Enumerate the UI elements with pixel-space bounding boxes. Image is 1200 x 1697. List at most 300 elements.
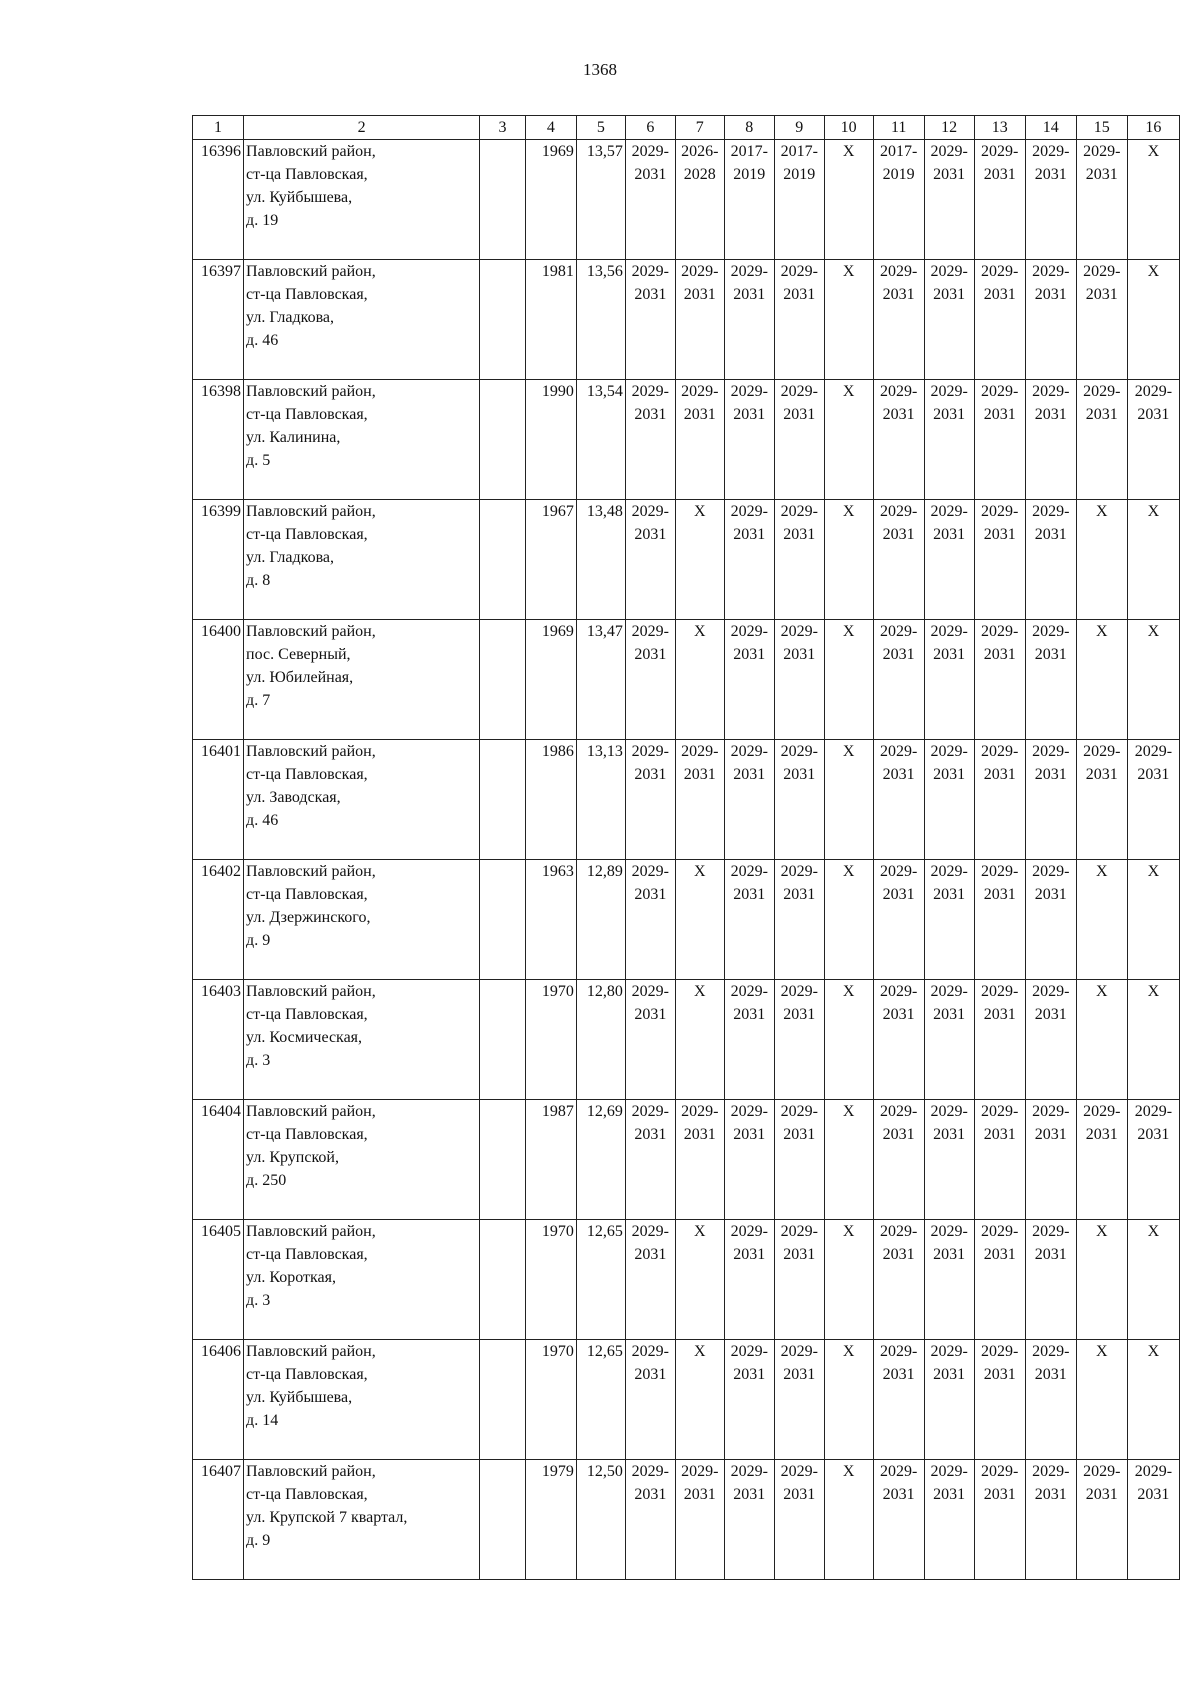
period-cell-col-14 — [1025, 1100, 1076, 1220]
period-cell-col-13 — [974, 1460, 1025, 1580]
period-text: 2031 — [683, 406, 716, 423]
table-row — [193, 500, 1180, 620]
row-number: 16402 — [193, 860, 244, 980]
period-text: 2031 — [783, 1246, 816, 1263]
period-text: 2031 — [882, 286, 915, 303]
period-text: 2029- — [981, 1223, 1019, 1240]
period-cell-col-11 — [873, 1220, 924, 1340]
period-text: 2019 — [783, 166, 816, 183]
period-text: 2029- — [1083, 1103, 1121, 1120]
period-text: 2029- — [780, 1103, 818, 1120]
period-text: 2031 — [683, 286, 716, 303]
period-text: 2031 — [1137, 766, 1170, 783]
period-text: 2031 — [1085, 1486, 1118, 1503]
period-text: Х — [1147, 143, 1160, 160]
period-cell-col-15 — [1076, 980, 1127, 1100]
row-number: 16403 — [193, 980, 244, 1100]
period-text: Х — [842, 623, 855, 640]
period-text: 2031 — [733, 406, 766, 423]
period-cell-col-15 — [1076, 500, 1127, 620]
period-text: 2031 — [983, 646, 1016, 663]
period-cell-col-6 — [625, 860, 675, 980]
period-text: 2031 — [783, 1006, 816, 1023]
period-text: 2029- — [631, 863, 669, 880]
period-text: Х — [694, 623, 706, 640]
table-body — [193, 140, 1180, 1580]
address-line: ул. Куйбышева, — [246, 189, 353, 206]
period-cell-col-8 — [724, 140, 774, 260]
period-text: 2029- — [880, 383, 918, 400]
period-text: 2031 — [1137, 406, 1170, 423]
period-text: 2031 — [933, 1486, 966, 1503]
period-text: 2029- — [780, 263, 818, 280]
period-cell-col-14 — [1025, 860, 1076, 980]
address-line: ст-ца Павловская, — [246, 286, 368, 303]
column-3-cell — [480, 1100, 526, 1220]
address-line: ст-ца Павловская, — [246, 1366, 368, 1383]
period-text: 2029- — [1032, 623, 1070, 640]
period-text: Х — [694, 863, 706, 880]
period-text: 2031 — [634, 646, 667, 663]
column-3-cell — [480, 620, 526, 740]
period-cell-col-13 — [974, 860, 1025, 980]
period-text: 2029- — [930, 743, 968, 760]
period-cell-col-12 — [924, 1340, 974, 1460]
period-text: 2029- — [981, 863, 1019, 880]
period-text: 2029- — [1083, 263, 1121, 280]
period-text: 2031 — [933, 1126, 966, 1143]
period-text: 2031 — [683, 766, 716, 783]
address-line: Павловский район, — [246, 863, 376, 880]
period-text: 2031 — [933, 526, 966, 543]
period-text: 2031 — [983, 526, 1016, 543]
address-line: ст-ца Павловская, — [246, 1246, 368, 1263]
period-text: 2031 — [634, 286, 667, 303]
column-header-16: 16 — [1127, 116, 1179, 140]
period-text: 2029- — [780, 743, 818, 760]
period-text: 2031 — [733, 766, 766, 783]
period-cell-col-6 — [625, 1100, 675, 1220]
period-text: 2029- — [880, 263, 918, 280]
period-cell-col-13 — [974, 620, 1025, 740]
period-text: 2029- — [730, 863, 768, 880]
address-line: ст-ца Павловская, — [246, 1486, 368, 1503]
period-text: 2031 — [733, 646, 766, 663]
value-cell: 13,54 — [576, 380, 625, 500]
address-line: д. 7 — [246, 692, 271, 709]
period-text: Х — [694, 1223, 706, 1240]
period-text: 2029- — [1032, 983, 1070, 1000]
period-text: 2031 — [634, 1006, 667, 1023]
period-text: 2029- — [981, 1103, 1019, 1120]
period-cell-col-9 — [774, 260, 824, 380]
address-line: ст-ца Павловская, — [246, 1006, 368, 1023]
period-cell-col-10 — [824, 260, 873, 380]
period-cell-col-7 — [675, 1460, 724, 1580]
column-3-cell — [480, 260, 526, 380]
period-text: 2031 — [733, 1486, 766, 1503]
row-number: 16396 — [193, 140, 244, 260]
table-row — [193, 620, 1180, 740]
address-line: ст-ца Павловская, — [246, 886, 368, 903]
table-row — [193, 380, 1180, 500]
period-cell-col-12 — [924, 980, 974, 1100]
column-3-cell — [480, 740, 526, 860]
column-3-cell — [480, 1460, 526, 1580]
period-text: 2017- — [880, 143, 918, 160]
period-text: 2031 — [783, 526, 816, 543]
period-cell-col-9 — [774, 860, 824, 980]
period-cell-col-15 — [1076, 1340, 1127, 1460]
period-text: 2031 — [733, 886, 766, 903]
period-cell-col-7 — [675, 1220, 724, 1340]
period-text: 2029- — [681, 743, 719, 760]
year-cell: 1969 — [525, 140, 576, 260]
period-text: Х — [842, 1223, 855, 1240]
period-text: 2029- — [930, 863, 968, 880]
row-number: 16397 — [193, 260, 244, 380]
period-text: 2029- — [780, 983, 818, 1000]
period-text: 2029- — [1032, 503, 1070, 520]
period-text: 2031 — [882, 646, 915, 663]
period-text: 2031 — [1034, 286, 1067, 303]
period-text: Х — [1096, 503, 1108, 520]
period-cell-col-8 — [724, 1340, 774, 1460]
period-text: 2029- — [1032, 383, 1070, 400]
period-text: 2029- — [730, 623, 768, 640]
period-cell-col-7 — [675, 260, 724, 380]
row-number: 16401 — [193, 740, 244, 860]
period-cell-col-7 — [675, 140, 724, 260]
address-line: д. 8 — [246, 572, 271, 589]
period-text: 2029- — [730, 1343, 768, 1360]
period-text: 2031 — [933, 1246, 966, 1263]
period-cell-col-14 — [1025, 1460, 1076, 1580]
period-cell-col-13 — [974, 1100, 1025, 1220]
address-line: ул. Гладкова, — [246, 309, 335, 326]
period-cell-col-8 — [724, 620, 774, 740]
column-header-15: 15 — [1076, 116, 1127, 140]
address-line: д. 46 — [246, 812, 279, 829]
address-line: д. 3 — [246, 1052, 271, 1069]
period-cell-col-9 — [774, 140, 824, 260]
period-text: 2029- — [930, 503, 968, 520]
row-number: 16400 — [193, 620, 244, 740]
period-text: 2031 — [983, 406, 1016, 423]
period-text: 2031 — [882, 1006, 915, 1023]
period-cell-col-9 — [774, 1340, 824, 1460]
period-text: 2029- — [631, 1103, 669, 1120]
period-text: 2031 — [983, 1486, 1016, 1503]
period-text: Х — [842, 1463, 855, 1480]
period-text: 2029- — [631, 1343, 669, 1360]
period-text: 2029- — [1032, 1223, 1070, 1240]
address-line: ул. Заводская, — [246, 789, 341, 806]
period-cell-col-7 — [675, 1340, 724, 1460]
period-cell-col-16 — [1127, 1460, 1179, 1580]
period-text: 2029- — [631, 503, 669, 520]
period-text: 2031 — [882, 1126, 915, 1143]
year-cell: 1970 — [525, 980, 576, 1100]
period-text: 2031 — [634, 406, 667, 423]
period-cell-col-15 — [1076, 740, 1127, 860]
period-text: 2029- — [1032, 143, 1070, 160]
period-text: 2031 — [783, 406, 816, 423]
period-text: 2029- — [880, 503, 918, 520]
period-text: Х — [1147, 983, 1160, 1000]
period-text: 2029- — [981, 503, 1019, 520]
period-text: 2029- — [730, 383, 768, 400]
table-row — [193, 860, 1180, 980]
period-text: 2031 — [933, 646, 966, 663]
period-text: 2031 — [783, 766, 816, 783]
period-cell-col-7 — [675, 740, 724, 860]
table-row — [193, 1460, 1180, 1580]
period-text: 2031 — [783, 1486, 816, 1503]
column-header-5: 5 — [576, 116, 625, 140]
address-line: ул. Юбилейная, — [246, 669, 354, 686]
period-cell-col-6 — [625, 620, 675, 740]
period-cell-col-16 — [1127, 860, 1179, 980]
address-line: д. 5 — [246, 452, 271, 469]
period-text: 2031 — [634, 526, 667, 543]
period-text: 2029- — [930, 263, 968, 280]
address-line: ул. Крупской, — [246, 1149, 339, 1166]
period-text: 2029- — [1032, 1103, 1070, 1120]
period-text: 2031 — [1034, 1006, 1067, 1023]
period-cell-col-11 — [873, 980, 924, 1100]
period-cell-col-14 — [1025, 620, 1076, 740]
period-cell-col-14 — [1025, 140, 1076, 260]
period-text: 2031 — [634, 1246, 667, 1263]
address-line: Павловский район, — [246, 623, 376, 640]
period-text: 2029- — [730, 263, 768, 280]
period-text: 2029- — [880, 1343, 918, 1360]
period-text: 2019 — [882, 166, 915, 183]
value-cell: 12,69 — [576, 1100, 625, 1220]
period-text: Х — [1096, 1343, 1108, 1360]
address-line: ст-ца Павловская, — [246, 166, 368, 183]
period-cell-col-12 — [924, 500, 974, 620]
period-cell-col-14 — [1025, 980, 1076, 1100]
period-text: 2029- — [930, 1103, 968, 1120]
period-cell-col-13 — [974, 140, 1025, 260]
period-text: 2029- — [730, 1103, 768, 1120]
registry-table — [192, 115, 1180, 1580]
period-text: 2031 — [882, 1246, 915, 1263]
address-line: ул. Космическая, — [246, 1029, 363, 1046]
address-line: Павловский район, — [246, 1343, 376, 1360]
period-text: 2029- — [930, 383, 968, 400]
column-header-1: 1 — [193, 116, 244, 140]
period-text: 2031 — [1034, 886, 1067, 903]
period-cell-col-14 — [1025, 380, 1076, 500]
period-text: 2029- — [631, 1463, 669, 1480]
period-text: 2029- — [981, 743, 1019, 760]
period-text: 2029- — [730, 1223, 768, 1240]
address-line: ул. Куйбышева, — [246, 1389, 353, 1406]
period-text: 2031 — [1034, 1366, 1067, 1383]
row-number: 16399 — [193, 500, 244, 620]
period-cell-col-10 — [824, 860, 873, 980]
period-text: 2031 — [733, 286, 766, 303]
period-text: Х — [842, 1103, 855, 1120]
period-cell-col-11 — [873, 740, 924, 860]
column-header-6: 6 — [625, 116, 675, 140]
period-text: 2031 — [983, 766, 1016, 783]
column-header-9: 9 — [774, 116, 824, 140]
period-cell-col-9 — [774, 380, 824, 500]
period-cell-col-15 — [1076, 860, 1127, 980]
address-cell — [244, 620, 480, 740]
period-text: 2031 — [733, 526, 766, 543]
period-cell-col-10 — [824, 500, 873, 620]
period-text: 2029- — [880, 1463, 918, 1480]
period-cell-col-12 — [924, 380, 974, 500]
address-line: д. 9 — [246, 932, 271, 949]
period-cell-col-11 — [873, 860, 924, 980]
period-text: 2031 — [783, 646, 816, 663]
period-cell-col-7 — [675, 620, 724, 740]
column-3-cell — [480, 860, 526, 980]
period-cell-col-14 — [1025, 260, 1076, 380]
period-text: Х — [842, 503, 855, 520]
period-text: 2029- — [631, 743, 669, 760]
address-cell — [244, 1100, 480, 1220]
period-cell-col-12 — [924, 140, 974, 260]
period-cell-col-7 — [675, 1100, 724, 1220]
period-cell-col-13 — [974, 380, 1025, 500]
period-cell-col-6 — [625, 500, 675, 620]
period-text: 2029- — [681, 263, 719, 280]
period-text: 2029- — [681, 1463, 719, 1480]
value-cell: 13,47 — [576, 620, 625, 740]
period-cell-col-8 — [724, 500, 774, 620]
period-text: 2017- — [780, 143, 818, 160]
period-cell-col-9 — [774, 500, 824, 620]
period-text: 2031 — [933, 886, 966, 903]
period-text: Х — [1147, 1343, 1160, 1360]
period-text: 2031 — [983, 166, 1016, 183]
period-text: 2029- — [1032, 1463, 1070, 1480]
period-text: 2031 — [1137, 1126, 1170, 1143]
period-cell-col-13 — [974, 980, 1025, 1100]
period-cell-col-8 — [724, 1100, 774, 1220]
address-line: Павловский район, — [246, 743, 376, 760]
address-cell — [244, 140, 480, 260]
year-cell: 1979 — [525, 1460, 576, 1580]
period-text: 2031 — [882, 1486, 915, 1503]
period-text: 2029- — [780, 863, 818, 880]
period-text: 2029- — [930, 1343, 968, 1360]
period-text: 2031 — [1085, 166, 1118, 183]
period-cell-col-13 — [974, 260, 1025, 380]
year-cell: 1981 — [525, 260, 576, 380]
period-text: 2029- — [981, 1343, 1019, 1360]
period-text: Х — [842, 143, 855, 160]
period-text: 2031 — [933, 1366, 966, 1383]
period-text: Х — [1096, 623, 1108, 640]
period-text: 2031 — [882, 1366, 915, 1383]
period-text: Х — [1147, 1223, 1160, 1240]
period-cell-col-13 — [974, 1340, 1025, 1460]
period-cell-col-6 — [625, 1340, 675, 1460]
period-text: 2031 — [1034, 166, 1067, 183]
address-line: ул. Дзержинского, — [246, 909, 371, 926]
period-text: 2031 — [933, 1006, 966, 1023]
period-cell-col-6 — [625, 740, 675, 860]
period-text: 2029- — [730, 1463, 768, 1480]
year-cell: 1969 — [525, 620, 576, 740]
period-text: 2031 — [882, 886, 915, 903]
period-cell-col-16 — [1127, 500, 1179, 620]
address-cell — [244, 260, 480, 380]
column-header-2: 2 — [244, 116, 480, 140]
period-text: 2029- — [1134, 1103, 1173, 1120]
column-3-cell — [480, 500, 526, 620]
table-row — [193, 140, 1180, 260]
period-text: 2031 — [1085, 286, 1118, 303]
period-cell-col-16 — [1127, 1220, 1179, 1340]
period-text: 2029- — [1032, 743, 1070, 760]
period-cell-col-15 — [1076, 380, 1127, 500]
period-text: 2029- — [1032, 863, 1070, 880]
value-cell: 12,89 — [576, 860, 625, 980]
period-cell-col-15 — [1076, 1100, 1127, 1220]
period-text: 2029- — [981, 983, 1019, 1000]
row-number: 16404 — [193, 1100, 244, 1220]
period-text: 2029- — [880, 1223, 918, 1240]
year-cell: 1967 — [525, 500, 576, 620]
column-header-11: 11 — [873, 116, 924, 140]
period-cell-col-6 — [625, 1220, 675, 1340]
page-number: 1368 — [583, 60, 617, 79]
year-cell: 1963 — [525, 860, 576, 980]
period-text: Х — [1096, 863, 1108, 880]
table-row — [193, 1340, 1180, 1460]
period-text: 2031 — [783, 1126, 816, 1143]
address-cell — [244, 1340, 480, 1460]
period-text: 2029- — [981, 1463, 1019, 1480]
period-cell-col-11 — [873, 260, 924, 380]
period-cell-col-9 — [774, 980, 824, 1100]
period-text: 2029- — [981, 623, 1019, 640]
column-header-7: 7 — [675, 116, 724, 140]
period-cell-col-12 — [924, 620, 974, 740]
table-row — [193, 980, 1180, 1100]
period-text: 2031 — [1085, 406, 1118, 423]
row-number: 16398 — [193, 380, 244, 500]
period-cell-col-16 — [1127, 620, 1179, 740]
address-line: Павловский район, — [246, 263, 376, 280]
period-text: 2029- — [1134, 1463, 1173, 1480]
period-text: 2031 — [1034, 1246, 1067, 1263]
period-cell-col-7 — [675, 860, 724, 980]
period-cell-col-15 — [1076, 260, 1127, 380]
period-cell-col-8 — [724, 980, 774, 1100]
period-cell-col-11 — [873, 380, 924, 500]
row-number: 16405 — [193, 1220, 244, 1340]
row-number: 16406 — [193, 1340, 244, 1460]
period-text: 2029- — [780, 623, 818, 640]
period-text: Х — [1147, 263, 1160, 280]
period-cell-col-10 — [824, 1220, 873, 1340]
table-row — [193, 740, 1180, 860]
period-text: 2031 — [983, 1246, 1016, 1263]
period-text: Х — [1147, 863, 1160, 880]
table-row — [193, 1100, 1180, 1220]
period-text: 2031 — [634, 766, 667, 783]
